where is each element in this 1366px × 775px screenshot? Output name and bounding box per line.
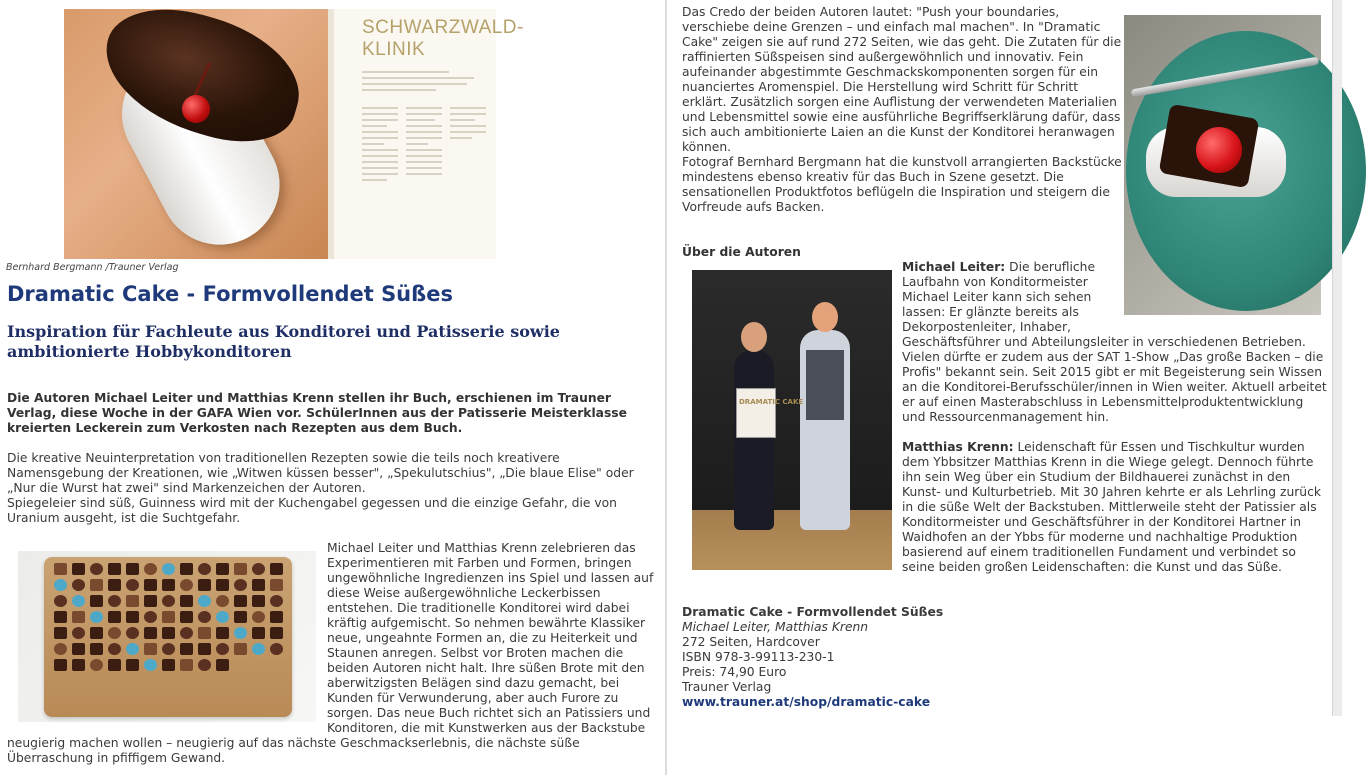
praline (108, 595, 121, 607)
praline (90, 579, 103, 591)
praline (234, 627, 247, 639)
recipe-page (328, 9, 524, 259)
praline (252, 611, 265, 623)
pralines-photo (18, 551, 316, 722)
praline (126, 579, 139, 591)
shop-link[interactable]: www.trauner.at/shop/dramatic-cake (682, 695, 931, 709)
praline (234, 643, 247, 655)
praline (90, 563, 103, 575)
about-authors-heading: Über die Autoren (682, 245, 801, 259)
praline (126, 627, 139, 639)
praline (180, 563, 193, 575)
book-price: Preis: 74,90 Euro (682, 665, 787, 679)
praline (54, 627, 67, 639)
praline (180, 659, 193, 671)
praline (198, 595, 211, 607)
praline (72, 563, 85, 575)
praline (54, 659, 67, 671)
right-column (668, 0, 1330, 775)
praline (198, 643, 211, 655)
book-cover-label: DRAMATIC CAKE (739, 398, 804, 406)
praline (216, 579, 229, 591)
praline (198, 627, 211, 639)
praline (144, 659, 157, 671)
praline (126, 611, 139, 623)
book-spread-image (64, 9, 524, 259)
paragraph-experiment: Michael Leiter und Matthias Krenn zelebrieren das Experimentieren mit Farben und Formen, bringen ungewöhnliche Ingredienzen ins Spiel und lassen auf diese Weise außergewöhnliche Leckerbissen entstehen. Die traditionelle Konditorei wird dabei kräftig aufgemischt. So nehmen bewährte Klassiker neue, ungeahnte Formen an, die zu Heiterkeit und Staunen anregen. Selbst vor Broten machen die beiden Autoren nicht halt. Ihre süßen Brote mit den aberwitzigsten Belägen sind dazu gemacht, bei Kunden für Verwunderung, aber auch Furore zu sorgen. Das neue Buch richtet sich an Patissiers und Konditoren, die mit Kunstwerken aus der Backstube (327, 541, 654, 735)
praline (180, 643, 193, 655)
praline (234, 563, 247, 575)
book-authors: Michael Leiter, Matthias Krenn (682, 620, 869, 634)
praline (234, 579, 247, 591)
praline (90, 595, 103, 607)
praline (90, 627, 103, 639)
book-publisher: Trauner Verlag (682, 680, 772, 694)
praline (54, 579, 67, 591)
praline (126, 659, 139, 671)
praline (216, 595, 229, 607)
article-headline: Dramatic Cake - Formvollendet Süßes (7, 282, 453, 306)
praline (144, 611, 157, 623)
praline (108, 627, 121, 639)
scrollbar[interactable] (1332, 0, 1342, 716)
praline (144, 563, 157, 575)
praline (216, 659, 229, 671)
praline (108, 563, 121, 575)
praline (72, 611, 85, 623)
praline (198, 579, 211, 591)
recipe-page-title: SCHWARZWALD- KLINIK (362, 17, 524, 60)
praline (252, 643, 265, 655)
praline (234, 611, 247, 623)
praline (90, 659, 103, 671)
article-lead: Die Autoren Michael Leiter und Matthias Krenn stellen ihr Buch, erschienen im Trauner Verlag, diese Woche in der GAFA Wien vor. SchülerInnen aus der Patisserie Meisterklasse kreierten Leckerein zum Verkosten nach Rezepten aus dem Buch. (7, 391, 627, 435)
praline (72, 627, 85, 639)
praline (162, 563, 175, 575)
praline (270, 627, 283, 639)
article-subheadline: Inspiration für Fachleute aus Konditorei und Patisserie sowie ambitionierte Hobbykonditoren (7, 322, 560, 361)
praline (90, 643, 103, 655)
praline (270, 643, 283, 655)
paragraph-creative-names: Die kreative Neuinterpretation von traditionellen Rezepten sowie die teils noch kreativere Namensgebung der Kreationen, wie „Witwen küssen besser", „Spekulutschius", „Die blaue Elise" oder „Nur die Wurst hat zwei" sind Markenzeichen der Autoren. Spiegeleier sind süß, Guinness wird mit der Kuchengabel gegessen und die einzige Gefahr, die von Uranium ausgeht, ist die Suchtgefahr. (7, 451, 634, 525)
praline (108, 643, 121, 655)
praline (252, 563, 265, 575)
praline (54, 643, 67, 655)
praline (54, 563, 67, 575)
praline (198, 563, 211, 575)
praline (162, 627, 175, 639)
author-bio-leiter: Michael Leiter: Die berufliche Laufbahn von Konditormeister Michael Leiter kann sich sehen lassen: Er glänzte bereits als Dekorpostenleiter, Inhaber, (902, 260, 1096, 334)
praline (108, 611, 121, 623)
praline (198, 611, 211, 623)
praline (162, 579, 175, 591)
praline (72, 579, 85, 591)
praline (180, 579, 193, 591)
praline (54, 611, 67, 623)
praline (180, 611, 193, 623)
praline (162, 595, 175, 607)
left-column (0, 0, 665, 775)
praline (72, 659, 85, 671)
praline (126, 643, 139, 655)
praline (144, 643, 157, 655)
praline (216, 627, 229, 639)
dessert-plate-photo (1124, 15, 1321, 315)
paragraph-credo: Das Credo der beiden Autoren lautet: "Push your boundaries, verschiebe deine Grenzen – und einfach mal machen". In "Dramatic Cake" zeigen sie auf rund 272 Seiten, wie das geht. Die Zutaten für die raffinierten Süßspeisen sind außergewöhnlich und innovativ. Fein aufeinander abgestimmte Geschmackskomponenten sorgen für ein nuanciertes Aromenspiel. Die Herstellung wird Schritt für Schritt erklärt. Zusätzlich sorgen eine Auflistung der verwendeten Materialien und Lebensmittel sowie eine ausführliche Begriffserklärung dafür, dass sich auch ambitionierte Laien an die Kunst der Konditorei heranwagen können. Fotograf Bernhard Bergmann hat die kunstvoll arrangierten Backstücke mindestens ebenso kreativ für das Buch in Szene gesetzt. Die sensationellen Produktfotos beflügeln die Inspiration und steigern die Vorfreude aufs Backen. (682, 5, 1122, 214)
praline (162, 643, 175, 655)
praline (270, 611, 283, 623)
paragraph-experiment-continued: neugierig machen wollen – neugierig auf das nächste Geschmackserlebnis, die nächste süße Überraschung in pfiffigem Gewand. (7, 736, 580, 765)
praline (162, 611, 175, 623)
praline (198, 659, 211, 671)
praline (216, 611, 229, 623)
praline (252, 595, 265, 607)
praline (126, 595, 139, 607)
praline (144, 627, 157, 639)
praline (144, 595, 157, 607)
praline (108, 579, 121, 591)
praline (126, 563, 139, 575)
praline (180, 627, 193, 639)
praline (180, 595, 193, 607)
praline (270, 563, 283, 575)
praline (216, 563, 229, 575)
author-name-leiter: Michael Leiter: (902, 260, 1006, 274)
praline (252, 579, 265, 591)
author-bio-leiter-continued: Geschäftsführer und Abteilungsleiter in verschiedenen Betrieben. Vielen dürfte er zudem aus der SAT 1-Show „Das große Backen – die Profis" bekannt sein. Seit 2015 gibt er mit Begeisterung sein Wissen an die Konditorei-Berufsschüler/innen in Wien weiter. Aktuell arbeitet er auf einen Masterabschluss in Lebensmittelproduktentwicklung und Ressourcenmanagement hin. (902, 335, 1327, 424)
praline (162, 659, 175, 671)
praline (144, 579, 157, 591)
praline (270, 579, 283, 591)
image-caption: Bernhard Bergmann /Trauner Verlag (6, 262, 179, 273)
book-pages: 272 Seiten, Hardcover (682, 635, 820, 649)
praline (234, 595, 247, 607)
column-divider (665, 0, 667, 775)
book-info (682, 605, 1122, 710)
author-name-krenn: Matthias Krenn: (902, 440, 1014, 454)
praline (108, 659, 121, 671)
praline (216, 643, 229, 655)
book-title: Dramatic Cake - Formvollendet Süßes (682, 605, 944, 619)
praline (54, 595, 67, 607)
praline (90, 611, 103, 623)
authors-photo (692, 270, 892, 570)
praline (252, 627, 265, 639)
praline (72, 595, 85, 607)
author-bio-krenn: Matthias Krenn: Leidenschaft für Essen und Tischkultur wurden dem Ybbsitzer Matthias Krenn in die Wiege gelegt. Dennoch führte ihn sein Weg über ein Studium der Bildhauerei zunächst in den Kunst- und Kulturbetrieb. Mit 30 Jahren kehrte er als Lehrling zurück in die süße Welt der Backstuben. Mittlerweile steht der Patissier als Konditormeister und Geschäftsführer in der Konditorei Hartner in Waidhofen an der Ybbs für moderne und nachhaltige Produktion basierend auf einem traditionellen Fundament und verbindet so seine beiden großen Leidenschaften: die Kunst und das Süße. (902, 440, 1321, 574)
praline (72, 643, 85, 655)
book-isbn: ISBN 978-3-99113-230-1 (682, 650, 835, 664)
cake-roll-photo (64, 9, 328, 259)
praline (270, 595, 283, 607)
